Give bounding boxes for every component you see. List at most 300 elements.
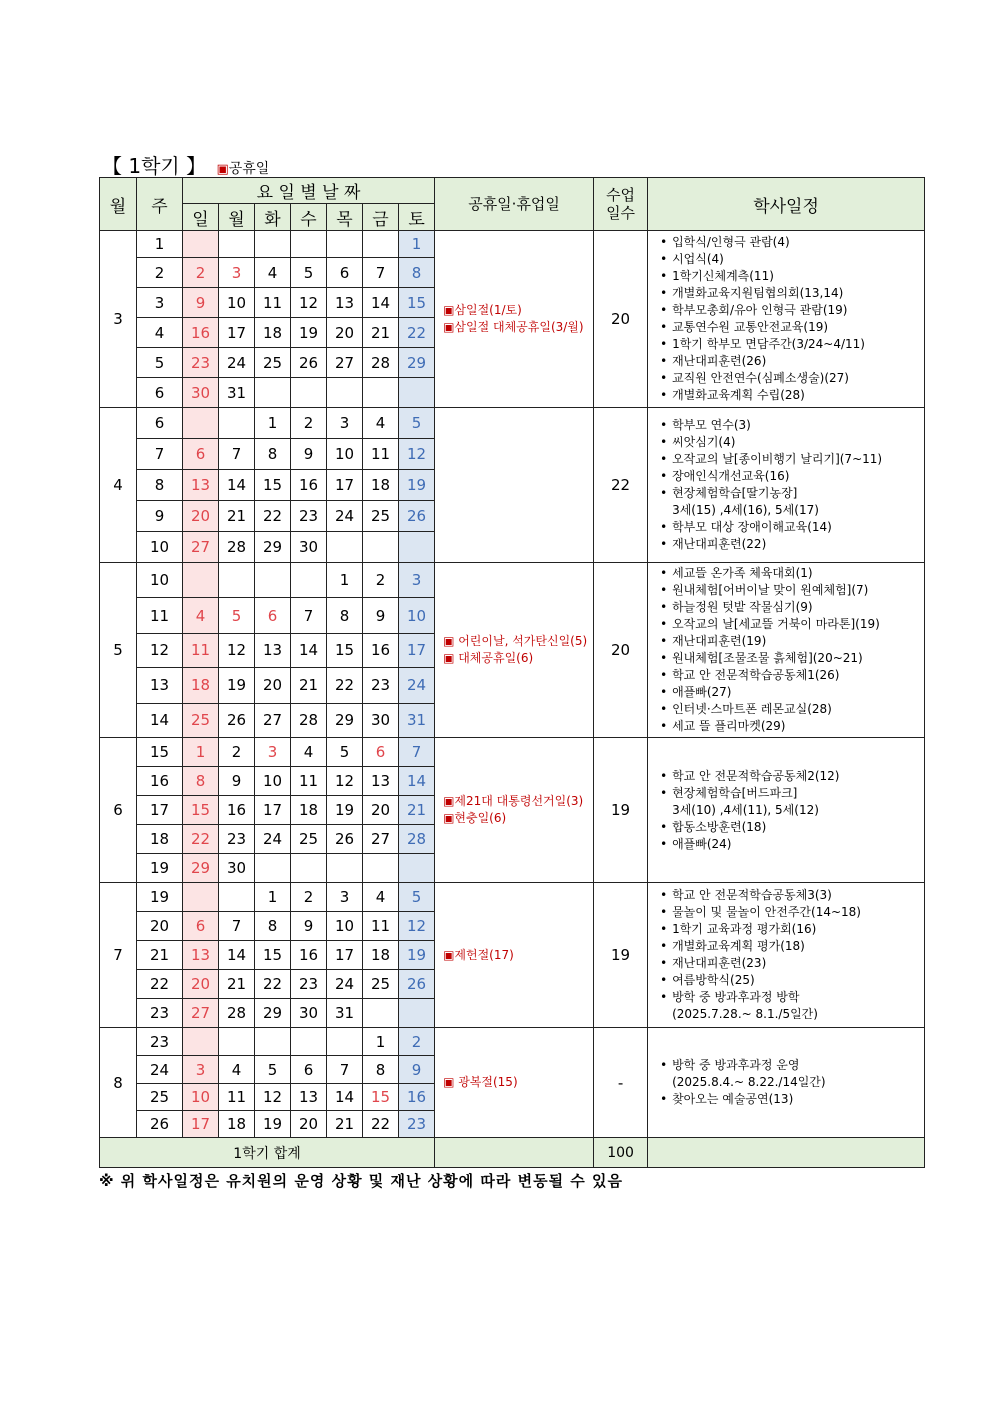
date-cell: 9 xyxy=(291,912,327,941)
date-cell: 28 xyxy=(291,703,327,737)
date-cell: 9 xyxy=(363,598,399,633)
date-cell xyxy=(255,563,291,598)
date-cell: 13 xyxy=(183,941,219,970)
date-cell: 30 xyxy=(183,378,219,408)
date-cell: 1 xyxy=(255,883,291,912)
date-cell xyxy=(327,854,363,883)
schedule-list xyxy=(660,234,920,404)
schedule-item: 3세(15) ,4세(16), 5세(17) xyxy=(672,503,819,517)
date-cell: 29 xyxy=(183,854,219,883)
date-cell: 5 xyxy=(327,738,363,767)
date-cell xyxy=(183,408,219,439)
date-cell: 11 xyxy=(363,439,399,470)
date-cell: 1 xyxy=(183,738,219,767)
schedule-item: (2025.7.28.~ 8.1./5일간) xyxy=(672,1007,818,1021)
date-cell: 13 xyxy=(183,470,219,501)
header-day: 수 xyxy=(291,204,327,231)
schedule-item: • 1학기신체계측(11) xyxy=(660,268,920,285)
date-cell: 30 xyxy=(219,854,255,883)
date-cell: 18 xyxy=(363,941,399,970)
date-cell: 25 xyxy=(183,703,219,737)
date-cell xyxy=(219,1028,255,1056)
schedule-item: • 학교 안 전문적학습공동체3(3) xyxy=(660,887,920,904)
date-cell: 12 xyxy=(399,439,435,470)
schedule-item: • 인터넷·스마트폰 레몬교실(28) xyxy=(660,701,920,718)
school-days-cell: 19 xyxy=(594,883,648,1028)
date-cell: 24 xyxy=(327,970,363,999)
date-cell: 23 xyxy=(291,970,327,999)
header-dates: 요 일 별 날 짜 xyxy=(183,178,435,204)
date-cell: 6 xyxy=(183,912,219,941)
date-cell xyxy=(399,854,435,883)
date-cell: 7 xyxy=(363,258,399,288)
date-cell: 18 xyxy=(291,796,327,825)
date-cell: 6 xyxy=(255,598,291,633)
date-cell: 28 xyxy=(363,348,399,378)
date-cell: 13 xyxy=(291,1084,327,1111)
schedule-item: • 오작교의 날[세교뜰 거북이 마라톤](19) xyxy=(660,616,920,633)
date-cell: 13 xyxy=(255,633,291,667)
week-number: 6 xyxy=(137,408,183,439)
week-number: 6 xyxy=(137,378,183,408)
date-cell: 15 xyxy=(255,941,291,970)
date-cell xyxy=(219,231,255,258)
date-cell: 11 xyxy=(183,633,219,667)
school-days-cell: 20 xyxy=(594,231,648,408)
date-cell xyxy=(219,563,255,598)
date-cell xyxy=(255,231,291,258)
header-day: 일 xyxy=(183,204,219,231)
date-cell: 10 xyxy=(399,598,435,633)
legend-label: 공휴일 xyxy=(228,161,270,177)
date-cell: 16 xyxy=(363,633,399,667)
date-cell: 27 xyxy=(327,348,363,378)
date-cell xyxy=(327,532,363,563)
date-cell: 5 xyxy=(399,883,435,912)
date-cell: 9 xyxy=(219,767,255,796)
date-cell: 30 xyxy=(363,703,399,737)
date-cell: 30 xyxy=(291,999,327,1028)
date-cell: 18 xyxy=(219,1111,255,1138)
date-cell: 27 xyxy=(183,999,219,1028)
date-cell: 19 xyxy=(291,318,327,348)
date-cell: 12 xyxy=(399,912,435,941)
date-cell: 22 xyxy=(183,825,219,854)
date-cell: 28 xyxy=(399,825,435,854)
date-cell: 7 xyxy=(399,738,435,767)
date-cell: 2 xyxy=(363,563,399,598)
date-cell: 6 xyxy=(183,439,219,470)
total-empty-2 xyxy=(648,1138,925,1168)
date-cell: 17 xyxy=(327,470,363,501)
date-cell xyxy=(291,231,327,258)
date-cell: 5 xyxy=(291,258,327,288)
date-cell: 23 xyxy=(219,825,255,854)
week-number: 12 xyxy=(137,633,183,667)
month-cell: 8 xyxy=(100,1028,137,1138)
date-cell: 16 xyxy=(183,318,219,348)
schedule-cell xyxy=(648,408,925,563)
week-number: 1 xyxy=(137,231,183,258)
date-cell: 6 xyxy=(363,738,399,767)
date-cell: 9 xyxy=(399,1056,435,1084)
date-cell: 7 xyxy=(219,439,255,470)
week-number: 7 xyxy=(137,439,183,470)
date-cell xyxy=(363,999,399,1028)
date-cell: 6 xyxy=(327,258,363,288)
date-cell: 15 xyxy=(183,796,219,825)
week-row xyxy=(100,408,925,439)
date-cell: 17 xyxy=(183,1111,219,1138)
month-cell: 6 xyxy=(100,738,137,883)
date-cell: 2 xyxy=(219,738,255,767)
date-cell: 19 xyxy=(399,941,435,970)
schedule-item: • 1학기 학부모 면담주간(3/24~4/11) xyxy=(660,336,920,353)
school-days-cell: 22 xyxy=(594,408,648,563)
header-day: 월 xyxy=(219,204,255,231)
date-cell: 29 xyxy=(255,999,291,1028)
total-empty xyxy=(435,1138,594,1168)
header-school-days: 수업 일수 xyxy=(594,178,648,231)
week-number: 15 xyxy=(137,738,183,767)
week-number: 4 xyxy=(137,318,183,348)
date-cell: 1 xyxy=(255,408,291,439)
date-cell: 5 xyxy=(219,598,255,633)
date-cell: 3 xyxy=(183,1056,219,1084)
date-cell: 4 xyxy=(183,598,219,633)
date-cell: 16 xyxy=(399,1084,435,1111)
date-cell: 23 xyxy=(291,501,327,532)
date-cell xyxy=(255,1028,291,1056)
week-row xyxy=(100,883,925,912)
week-number: 25 xyxy=(137,1084,183,1111)
date-cell: 4 xyxy=(363,883,399,912)
week-row xyxy=(100,738,925,767)
date-cell: 18 xyxy=(255,318,291,348)
date-cell: 23 xyxy=(399,1111,435,1138)
date-cell xyxy=(255,378,291,408)
date-cell: 12 xyxy=(255,1084,291,1111)
week-number: 18 xyxy=(137,825,183,854)
date-cell: 28 xyxy=(219,999,255,1028)
date-cell: 4 xyxy=(219,1056,255,1084)
week-row xyxy=(100,1028,925,1056)
date-cell: 24 xyxy=(327,501,363,532)
week-number: 20 xyxy=(137,912,183,941)
header-month: 월 xyxy=(100,178,137,231)
date-cell: 26 xyxy=(399,501,435,532)
date-cell: 26 xyxy=(291,348,327,378)
schedule-item: • 현장체험학습[딸기농장] xyxy=(660,485,920,502)
date-cell: 20 xyxy=(183,501,219,532)
schedule-item: • 입학식/인형극 관람(4) xyxy=(660,234,920,251)
date-cell: 16 xyxy=(291,470,327,501)
date-cell: 13 xyxy=(363,767,399,796)
schedule-cell xyxy=(648,231,925,408)
date-cell: 10 xyxy=(327,912,363,941)
holiday-cell xyxy=(435,408,594,563)
schedule-item: • 원내체험[어버이날 맞이 원예체험](7) xyxy=(660,582,920,599)
date-cell: 1 xyxy=(399,231,435,258)
header-day: 토 xyxy=(399,204,435,231)
schedule-item: • 여름방학식(25) xyxy=(660,972,920,989)
date-cell: 24 xyxy=(219,348,255,378)
header-day: 목 xyxy=(327,204,363,231)
total-row xyxy=(100,1138,925,1168)
date-cell: 14 xyxy=(291,633,327,667)
week-number: 10 xyxy=(137,532,183,563)
date-cell: 12 xyxy=(327,767,363,796)
schedule-item: • 학부모총회/유아 인형극 관람(19) xyxy=(660,302,920,319)
date-cell: 27 xyxy=(363,825,399,854)
date-cell xyxy=(327,231,363,258)
date-cell: 20 xyxy=(363,796,399,825)
date-cell: 16 xyxy=(291,941,327,970)
schedule-item: • 교직원 안전연수(심폐소생술)(27) xyxy=(660,370,920,387)
date-cell: 14 xyxy=(327,1084,363,1111)
holiday-item: ▣ 대체공휴일(6) xyxy=(443,651,534,665)
schedule-item: • 학부모 연수(3) xyxy=(660,417,920,434)
date-cell: 21 xyxy=(291,668,327,703)
date-cell: 8 xyxy=(327,598,363,633)
date-cell: 20 xyxy=(183,970,219,999)
date-cell xyxy=(399,999,435,1028)
schedule-item: • 학교 안 전문적학습공동체1(26) xyxy=(660,667,920,684)
schedule-item: • 개별화교육계획 평가(18) xyxy=(660,938,920,955)
school-days-cell: 20 xyxy=(594,563,648,738)
date-cell: 4 xyxy=(291,738,327,767)
date-cell: 17 xyxy=(327,941,363,970)
date-cell: 8 xyxy=(255,912,291,941)
date-cell xyxy=(363,854,399,883)
holiday-cell xyxy=(435,883,594,1028)
date-cell: 5 xyxy=(255,1056,291,1084)
week-number: 21 xyxy=(137,941,183,970)
schedule-list xyxy=(660,565,920,735)
date-cell: 14 xyxy=(363,288,399,318)
month-cell: 3 xyxy=(100,231,137,408)
total-label: 1학기 합계 xyxy=(100,1138,435,1168)
week-number: 17 xyxy=(137,796,183,825)
date-cell: 28 xyxy=(219,532,255,563)
date-cell: 8 xyxy=(363,1056,399,1084)
date-cell: 30 xyxy=(291,532,327,563)
date-cell: 29 xyxy=(327,703,363,737)
date-cell: 1 xyxy=(363,1028,399,1056)
schedule-item: • 오작교의 날[종이비행기 날리기](7~11) xyxy=(660,451,920,468)
schedule-cell xyxy=(648,563,925,738)
date-cell: 2 xyxy=(399,1028,435,1056)
week-number: 8 xyxy=(137,470,183,501)
schedule-item: • 방학 중 방과후과정 방학 xyxy=(660,989,920,1006)
date-cell: 31 xyxy=(327,999,363,1028)
date-cell: 10 xyxy=(183,1084,219,1111)
holiday-cell xyxy=(435,738,594,883)
date-cell: 26 xyxy=(327,825,363,854)
week-number: 23 xyxy=(137,999,183,1028)
date-cell xyxy=(399,532,435,563)
schedule-item: • 재난대피훈련(22) xyxy=(660,536,920,553)
schedule-list xyxy=(660,768,920,853)
schedule-item: • 재난대피훈련(19) xyxy=(660,633,920,650)
date-cell: 10 xyxy=(219,288,255,318)
schedule-item: • 방학 중 방과후과정 운영 xyxy=(660,1057,920,1074)
date-cell: 18 xyxy=(363,470,399,501)
holiday-legend-icon: ▣ xyxy=(216,162,229,177)
date-cell: 22 xyxy=(399,318,435,348)
date-cell: 14 xyxy=(219,941,255,970)
date-cell: 24 xyxy=(255,825,291,854)
week-number: 5 xyxy=(137,348,183,378)
date-cell xyxy=(363,532,399,563)
date-cell: 25 xyxy=(291,825,327,854)
holiday-item: ▣제헌절(17) xyxy=(443,947,514,962)
schedule-table xyxy=(99,177,925,1168)
date-cell: 11 xyxy=(363,912,399,941)
week-number: 23 xyxy=(137,1028,183,1056)
schedule-item: • 합동소방훈련(18) xyxy=(660,819,920,836)
date-cell xyxy=(291,563,327,598)
date-cell: 21 xyxy=(219,970,255,999)
schedule-item: • 재난대피훈련(23) xyxy=(660,955,920,972)
week-number: 11 xyxy=(137,598,183,633)
week-number: 19 xyxy=(137,883,183,912)
week-number: 26 xyxy=(137,1111,183,1138)
date-cell: 18 xyxy=(183,668,219,703)
date-cell: 19 xyxy=(255,1111,291,1138)
holiday-cell xyxy=(435,231,594,408)
date-cell xyxy=(291,854,327,883)
date-cell: 8 xyxy=(255,439,291,470)
date-cell: 6 xyxy=(291,1056,327,1084)
schedule-list xyxy=(660,887,920,1023)
date-cell: 11 xyxy=(219,1084,255,1111)
date-cell: 23 xyxy=(183,348,219,378)
schedule-item: • 세교 뜰 플리마켓(29) xyxy=(660,718,920,735)
date-cell: 3 xyxy=(327,408,363,439)
date-cell: 27 xyxy=(183,532,219,563)
date-cell: 15 xyxy=(363,1084,399,1111)
date-cell: 29 xyxy=(399,348,435,378)
date-cell: 22 xyxy=(327,668,363,703)
schedule-item: • 장애인식개선교육(16) xyxy=(660,468,920,485)
semester-title: 【 1학기 】 xyxy=(102,154,207,178)
schedule-item: • 하늘정원 텃밭 작물심기(9) xyxy=(660,599,920,616)
date-cell xyxy=(363,231,399,258)
week-number: 2 xyxy=(137,258,183,288)
date-cell: 2 xyxy=(291,408,327,439)
date-cell: 22 xyxy=(363,1111,399,1138)
date-cell: 17 xyxy=(399,633,435,667)
date-cell: 26 xyxy=(399,970,435,999)
schedule-cell xyxy=(648,738,925,883)
schedule-item: 3세(10) ,4세(11), 5세(12) xyxy=(672,802,819,817)
holiday-item: ▣제21대 대통령선거일(3) xyxy=(443,794,584,808)
date-cell: 9 xyxy=(291,439,327,470)
week-number: 13 xyxy=(137,668,183,703)
date-cell: 16 xyxy=(219,796,255,825)
date-cell xyxy=(399,378,435,408)
date-cell: 8 xyxy=(183,767,219,796)
date-cell: 29 xyxy=(255,532,291,563)
holiday-item: ▣삼일절 대체공휴일(3/월) xyxy=(443,320,584,334)
date-cell: 2 xyxy=(291,883,327,912)
date-cell: 12 xyxy=(219,633,255,667)
holiday-item: ▣ 어린이날, 석가탄신일(5) xyxy=(443,634,588,648)
footnote: ※ 위 학사일정은 유치원의 운영 상황 및 재난 상황에 따라 변동될 수 있음 xyxy=(99,1172,623,1190)
schedule-item: • 개별화교육계획 수립(28) xyxy=(660,387,920,404)
week-row xyxy=(100,231,925,258)
schedule-cell xyxy=(648,1028,925,1138)
date-cell: 7 xyxy=(219,912,255,941)
date-cell: 3 xyxy=(255,738,291,767)
date-cell: 20 xyxy=(327,318,363,348)
month-cell: 4 xyxy=(100,408,137,563)
date-cell: 5 xyxy=(399,408,435,439)
schedule-list xyxy=(660,417,920,553)
date-cell: 11 xyxy=(255,288,291,318)
date-cell: 20 xyxy=(291,1111,327,1138)
date-cell: 1 xyxy=(327,563,363,598)
header-week: 주 xyxy=(137,178,183,231)
date-cell: 21 xyxy=(399,796,435,825)
date-cell: 3 xyxy=(327,883,363,912)
date-cell: 22 xyxy=(255,501,291,532)
schedule-item: • 애플빠(27) xyxy=(660,684,920,701)
week-number: 3 xyxy=(137,288,183,318)
date-cell: 14 xyxy=(399,767,435,796)
school-days-cell: 19 xyxy=(594,738,648,883)
header-day: 화 xyxy=(255,204,291,231)
date-cell: 25 xyxy=(363,970,399,999)
schedule-item: • 학부모 대상 장애이해교육(14) xyxy=(660,519,920,536)
date-cell: 20 xyxy=(255,668,291,703)
date-cell: 24 xyxy=(399,668,435,703)
holiday-item: ▣현충일(6) xyxy=(443,811,507,825)
schedule-item: • 시업식(4) xyxy=(660,251,920,268)
date-cell: 3 xyxy=(399,563,435,598)
date-cell xyxy=(255,854,291,883)
date-cell: 11 xyxy=(291,767,327,796)
week-number: 22 xyxy=(137,970,183,999)
schedule-item: • 세교뜰 온가족 체육대회(1) xyxy=(660,565,920,582)
date-cell: 14 xyxy=(219,470,255,501)
date-cell: 27 xyxy=(255,703,291,737)
date-cell: 25 xyxy=(255,348,291,378)
date-cell xyxy=(183,231,219,258)
date-cell xyxy=(183,883,219,912)
date-cell: 13 xyxy=(327,288,363,318)
week-number: 24 xyxy=(137,1056,183,1084)
date-cell: 15 xyxy=(255,470,291,501)
schedule-item: • 물놀이 및 물놀이 안전주간(14~18) xyxy=(660,904,920,921)
date-cell: 21 xyxy=(219,501,255,532)
date-cell xyxy=(219,883,255,912)
date-cell: 19 xyxy=(219,668,255,703)
date-cell xyxy=(291,378,327,408)
date-cell: 2 xyxy=(183,258,219,288)
week-number: 9 xyxy=(137,501,183,532)
schedule-item: • 찾아오는 예술공연(13) xyxy=(660,1091,920,1108)
date-cell: 26 xyxy=(219,703,255,737)
schedule-item: • 교통연수원 교통안전교육(19) xyxy=(660,319,920,336)
holiday-item: ▣삼일절(1/토) xyxy=(443,303,522,317)
header-holidays: 공휴일·휴업일 xyxy=(435,178,594,231)
date-cell: 31 xyxy=(399,703,435,737)
date-cell: 17 xyxy=(255,796,291,825)
date-cell: 21 xyxy=(327,1111,363,1138)
date-cell: 4 xyxy=(363,408,399,439)
